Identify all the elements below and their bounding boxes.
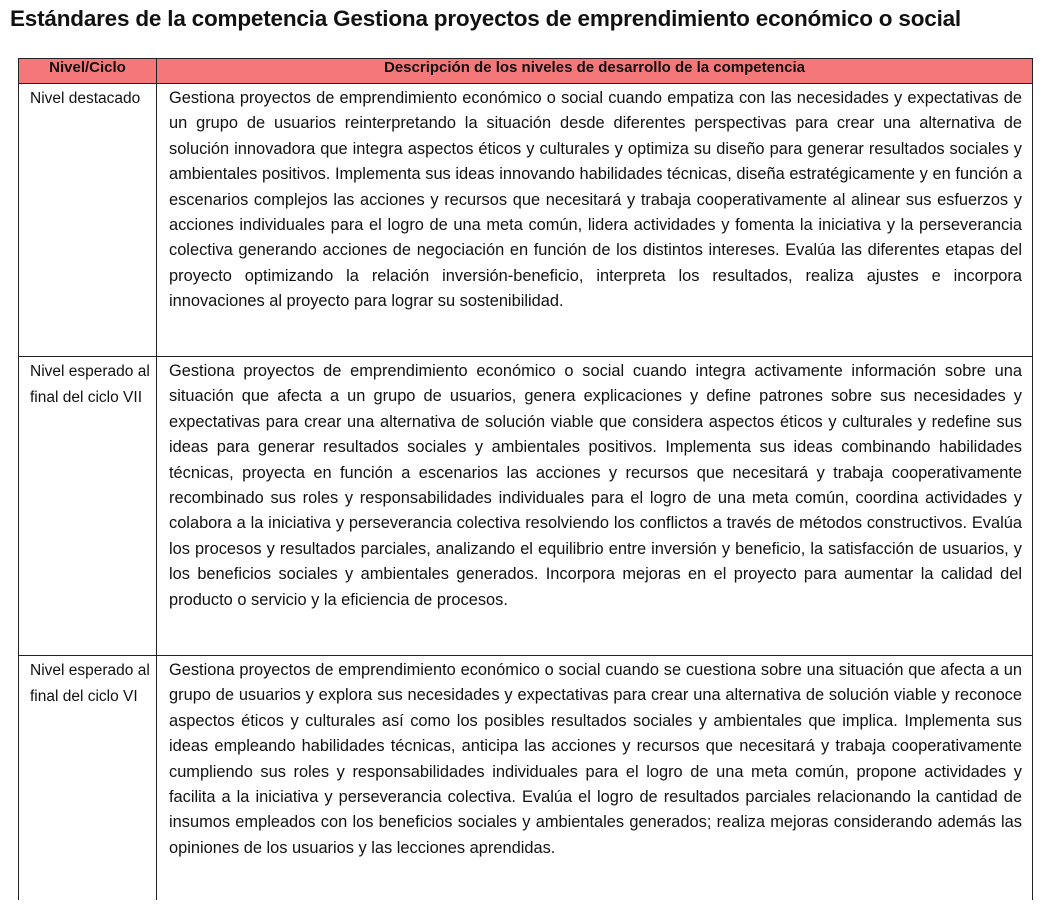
header-level: Nivel/Ciclo [19, 59, 157, 84]
description-cell-ciclo-vi: Gestiona proyectos de emprendimiento económico o social cuando se cuestiona sobre una situación que afecta a un grupo de usuarios y explora sus necesidades y expectativas para crear una alternativa de solución viable y reconoce aspectos éticos y culturales así como los posibles resultados sociales y ambientales que implica. Implementa sus ideas empleando habilidades técnicas, anticipa las acciones y recursos que necesitará y trabaja cooperativamente cumpliendo sus roles y responsabilidades individuales para el logro de una meta común, propone actividades y facilita a la iniciativa y perseverancia colectiva. Evalúa el logro de resultados parciales relacionando la cantidad de insumos empleados con los beneficios sociales y ambientales generados; realiza mejoras considerando además las opiniones de los usuarios y las lecciones aprendidas. [157, 656, 1033, 901]
description-cell-destacado: Gestiona proyectos de emprendimiento económico o social cuando empatiza con las necesidades y expectativas de un grupo de usuarios reinterpretando la situación desde diferentes perspectivas para crear una alternativa de solución innovadora que integra aspectos éticos y culturales y optimiza su diseño para generar resultados sociales y ambientales positivos. Implementa sus ideas innovando habilidades técnicas, diseña estratégicamente y en función a escenarios complejos las acciones y recursos que necesitará y trabaja cooperativamente al alinear sus esfuerzos y acciones individuales para el logro de una meta común, lidera actividades y fomenta la iniciativa y la perseverancia colectiva generando acciones de negociación en función de los distintos intereses. Evalúa las diferentes etapas del proyecto optimizando la relación inversión-beneficio, interpreta los resultados, realiza ajustes e incorpora innovaciones al proyecto para lograr su sostenibilidad. [157, 84, 1033, 357]
table-row [19, 84, 1033, 357]
level-cell-ciclo-vii: Nivel esperado al final del ciclo VII [19, 357, 157, 656]
level-cell-destacado: Nivel destacado [19, 84, 157, 357]
table-header-row [19, 59, 1033, 84]
page-title: Estándares de la competencia Gestiona proyectos de emprendimiento económico o social [10, 6, 961, 31]
standards-table [18, 58, 1033, 900]
table-row [19, 357, 1033, 656]
table-row [19, 656, 1033, 901]
header-description: Descripción de los niveles de desarrollo de la competencia [157, 59, 1033, 84]
description-cell-ciclo-vii: Gestiona proyectos de emprendimiento económico o social cuando integra activamente información sobre una situación que afecta a un grupo de usuarios, genera explicaciones y define patrones sobre sus necesidades y expectativas para crear una alternativa de solución viable que considera aspectos éticos y culturales y redefine sus ideas para generar resultados sociales y ambientales positivos. Implementa sus ideas combinando habilidades técnicas, proyecta en función a escenarios las acciones y recursos que necesitará y trabaja cooperativamente recombinado sus roles y responsabilidades individuales para el logro de una meta común, coordina actividades y colabora a la iniciativa y perseverancia colectiva resolviendo los conflictos a través de métodos constructivos. Evalúa los procesos y resultados parciales, analizando el equilibrio entre inversión y beneficio, la satisfacción de usuarios, y los beneficios sociales y ambientales generados. Incorpora mejoras en el proyecto para aumentar la calidad del producto o servicio y la eficiencia de procesos. [157, 357, 1033, 656]
level-cell-ciclo-vi: Nivel esperado al final del ciclo VI [19, 656, 157, 901]
